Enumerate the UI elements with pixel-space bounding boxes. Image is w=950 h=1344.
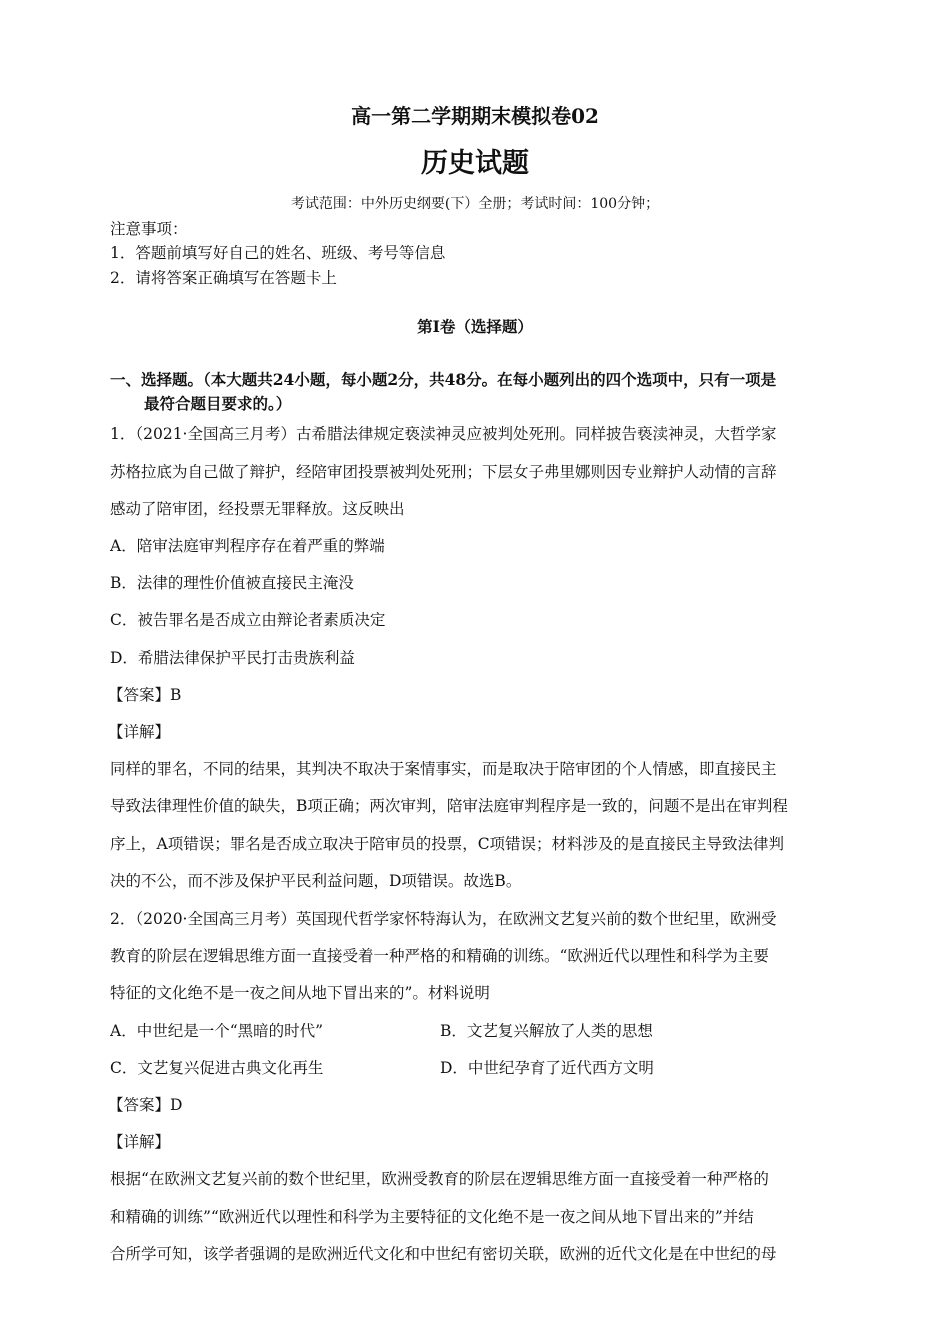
question-stem: 感动了陪审团，经投票无罪释放。这反映出: [110, 500, 405, 518]
detail-text: 和精确的训练”“欧洲近代以理性和科学为主要特征的文化绝不是一夜之间从地下冒出来的”并结: [110, 1208, 754, 1226]
notice-item: 2．请将答案正确填写在答题卡上: [110, 269, 337, 287]
notice-heading: 注意事项：: [110, 220, 188, 238]
answer-label: 【答案】B: [108, 686, 182, 704]
option-a: A．中世纪是一个“黑暗的时代”: [110, 1022, 324, 1040]
notice-item: 1．答题前填写好自己的姓名、班级、考号等信息: [110, 244, 446, 262]
question-stem: 1．（2021·全国高三月考）古希腊法律规定亵渎神灵应被判处死刑。同样披告亵渎神灵，大哲学家: [110, 425, 777, 443]
detail-text: 根据“在欧洲文艺复兴前的数个世纪里，欧洲受教育的阶层在逻辑思维方面一直接受着一种严格的: [110, 1170, 769, 1188]
exam-scope: 考试范围：中外历史纲要(下）全册；考试时间：100分钟；: [290, 196, 660, 212]
option-c: C．被告罪名是否成立由辩论者素质决定: [110, 611, 386, 629]
question-stem: 2．（2020·全国高三月考）英国现代哲学家怀特海认为，在欧洲文艺复兴前的数个世纪里，欧洲受: [110, 910, 777, 928]
option-d: D．中世纪孕育了近代西方文明: [440, 1059, 654, 1077]
question-stem: 教育的阶层在逻辑思维方面一直接受着一种严格的和精确的训练。“欧洲近代以理性和科学为主要: [110, 947, 769, 965]
detail-text: 合所学可知，该学者强调的是欧洲近代文化和中世纪有密切关联，欧洲的近代文化是在中世纪的母: [110, 1245, 777, 1263]
detail-label: 【详解】: [108, 1133, 171, 1151]
option-b: B．法律的理性价值被直接民主淹没: [110, 574, 354, 592]
section-title: 第I卷（选择题）: [417, 317, 533, 336]
option-d: D．希腊法律保护平民打击贵族利益: [110, 649, 355, 667]
section-instruction: 一、选择题。（本大题共24小题，每小题2分，共48分。在每小题列出的四个选项中，只有一项是: [110, 370, 777, 389]
detail-label: 【详解】: [108, 723, 171, 741]
detail-text: 决的不公，而不涉及保护平民利益问题，D项错误。故选B。: [110, 872, 522, 890]
section-instruction-cont: 最符合题目要求的。）: [144, 394, 292, 413]
question-stem: 特征的文化绝不是一夜之间从地下冒出来的”。材料说明: [110, 984, 490, 1002]
option-a: A．陪审法庭审判程序存在着严重的弊端: [110, 537, 385, 555]
detail-text: 同样的罪名，不同的结果，其判决不取决于案情事实，而是取决于陪审团的个人情感，即直接民主: [110, 760, 777, 778]
question-stem: 苏格拉底为自己做了辩护，经陪审团投票被判处死刑；下层女子弗里娜则因专业辩护人动情的言辞: [110, 463, 777, 481]
detail-text: 序上，A项错误；罪名是否成立取决于陪审员的投票，C项错误；材料涉及的是直接民主导致法律判: [110, 835, 785, 853]
detail-text: 导致法律理性价值的缺失，B项正确；两次审判，陪审法庭审判程序是一致的，问题不是出在审判程: [110, 797, 788, 815]
option-b: B．文艺复兴解放了人类的思想: [440, 1022, 653, 1040]
subject-title: 历史试题: [421, 148, 529, 179]
option-c: C．文艺复兴促进古典文化再生: [110, 1059, 324, 1077]
answer-label: 【答案】D: [108, 1096, 183, 1114]
exam-title: 高一第二学期期末模拟卷02: [351, 104, 599, 128]
